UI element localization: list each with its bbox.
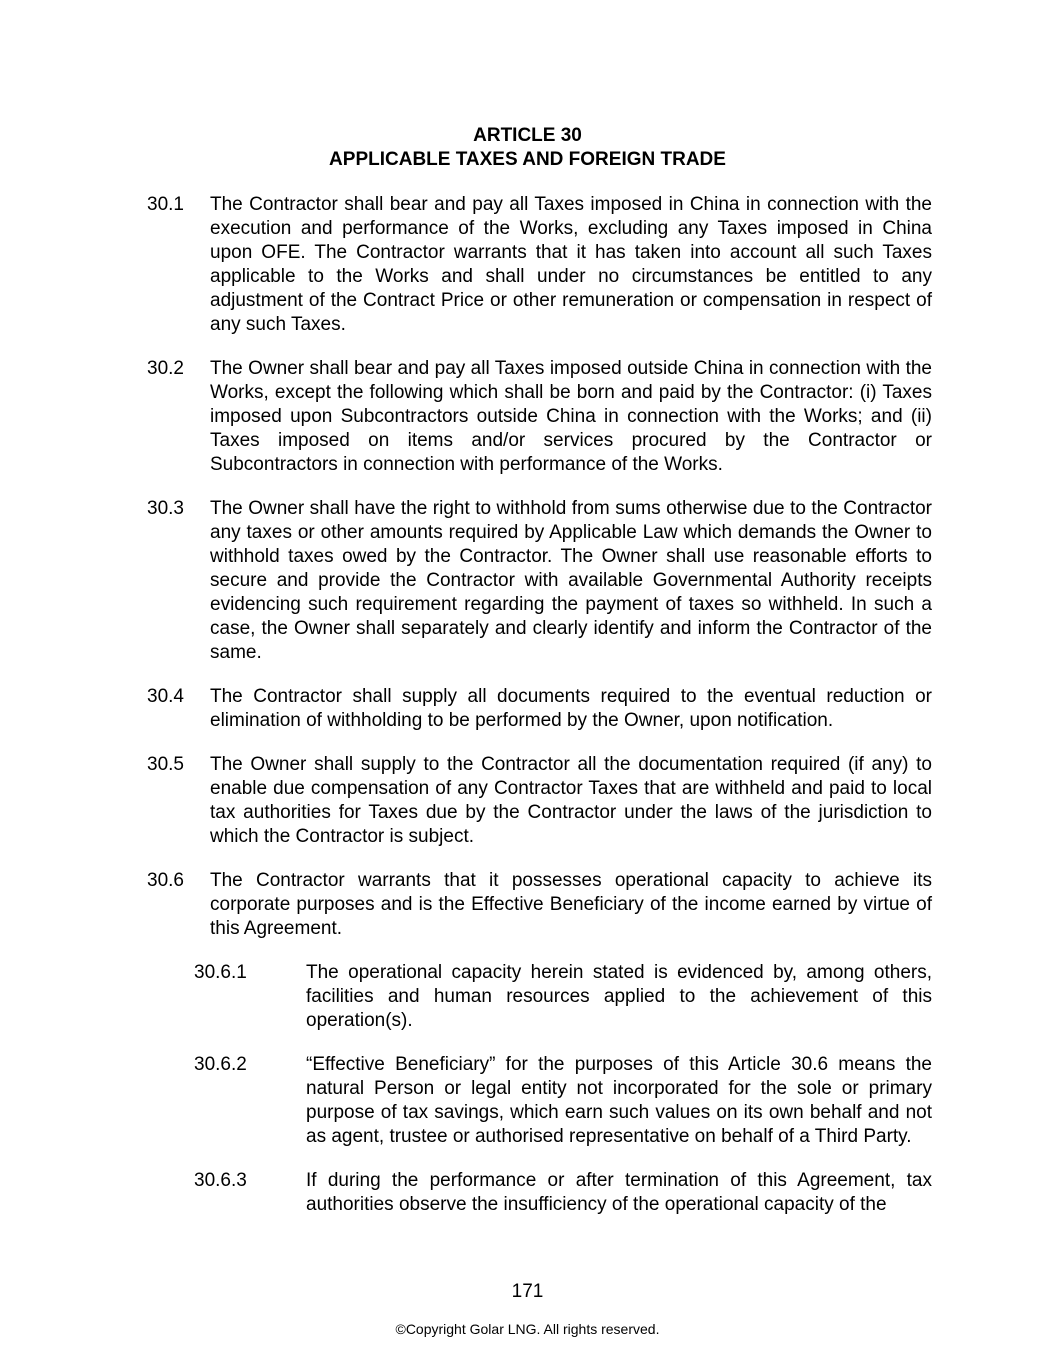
subclause-30-6-1: [194, 961, 932, 1033]
clause-number: 30.3: [147, 498, 184, 519]
clause-30-1: [147, 193, 932, 337]
copyright-notice: ©Copyright Golar LNG. All rights reserved.: [395, 1321, 660, 1337]
clause-30-6: [147, 869, 932, 941]
subclause-30-6-2: [194, 1053, 932, 1149]
clause-text: The Contractor shall supply all documents required to the eventual reduction or elimination of withholding to be performed by the Owner, upon notification.: [210, 686, 932, 731]
subclause-text: The operational capacity herein stated is evidenced by, among others, facilities and human resources applied to the achievement of this operation(s).: [306, 962, 932, 1031]
clause-30-3: [147, 497, 932, 665]
subclause-number: 30.6.2: [194, 1054, 247, 1075]
clause-number: 30.1: [147, 194, 184, 215]
clause-number: 30.4: [147, 686, 184, 707]
clause-text: The Contractor warrants that it possesses operational capacity to achieve its corporate purposes and is the Effective Beneficiary of the income earned by virtue of this Agreement.: [210, 870, 932, 939]
clause-number: 30.5: [147, 754, 184, 775]
subclause-text: If during the performance or after termination of this Agreement, tax authorities observe the insufficiency of the operational capacity of the: [306, 1170, 932, 1215]
article-number: ARTICLE 30: [473, 125, 582, 146]
clause-text: The Contractor shall bear and pay all Taxes imposed in China in connection with the execution and performance of the Works, excluding any Taxes imposed in China upon OFE. The Contractor warrants that it has taken into account all such Taxes applicable to the Works and shall under no circumstances be entitled to any adjustment of the Contract Price or other remuneration or compensation in respect of any such Taxes.: [210, 194, 932, 335]
clause-30-2: [147, 357, 932, 477]
article-header: [0, 124, 1055, 172]
page-number: 171: [511, 1281, 544, 1302]
clause-30-5: [147, 753, 932, 849]
subclause-text: “Effective Beneficiary” for the purposes of this Article 30.6 means the natural Person or legal entity not incorporated for the sole or primary purpose of tax savings, which earn such values on its own behalf and not as agent, trustee or authorised representative on behalf of a Third Party.: [306, 1054, 932, 1147]
subclause-30-6-3: [194, 1169, 932, 1217]
clause-number: 30.6: [147, 870, 184, 891]
clause-text: The Owner shall have the right to withhold from sums otherwise due to the Contractor any taxes or other amounts required by Applicable Law which demands the Owner to withhold taxes owed by the Contractor. The Owner shall use reasonable efforts to secure and provide the Contractor with available Governmental Authority receipts evidencing such requirement regarding the payment of taxes so withheld. In such a case, the Owner shall separately and clearly identify and inform the Contractor of the same.: [210, 498, 932, 663]
clause-number: 30.2: [147, 358, 184, 379]
clause-text: The Owner shall supply to the Contractor all the documentation required (if any) to enable due compensation of any Contractor Taxes that are withheld and paid to local tax authorities for Taxes due by the Contractor under the laws of the jurisdiction to which the Contractor is subject.: [210, 754, 932, 847]
clause-text: The Owner shall bear and pay all Taxes imposed outside China in connection with the Works, except the following which shall be born and paid by the Contractor: (i) Taxes imposed upon Subcontractors outside China in connection with the Works; and (ii) Taxes imposed on items and/or services procured by the Contractor or Subcontractors in connection with performance of the Works.: [210, 358, 932, 475]
article-title: APPLICABLE TAXES AND FOREIGN TRADE: [329, 149, 726, 170]
clause-30-4: [147, 685, 932, 733]
clause-list: [147, 193, 932, 1237]
subclause-number: 30.6.3: [194, 1170, 247, 1191]
subclause-number: 30.6.1: [194, 962, 247, 983]
